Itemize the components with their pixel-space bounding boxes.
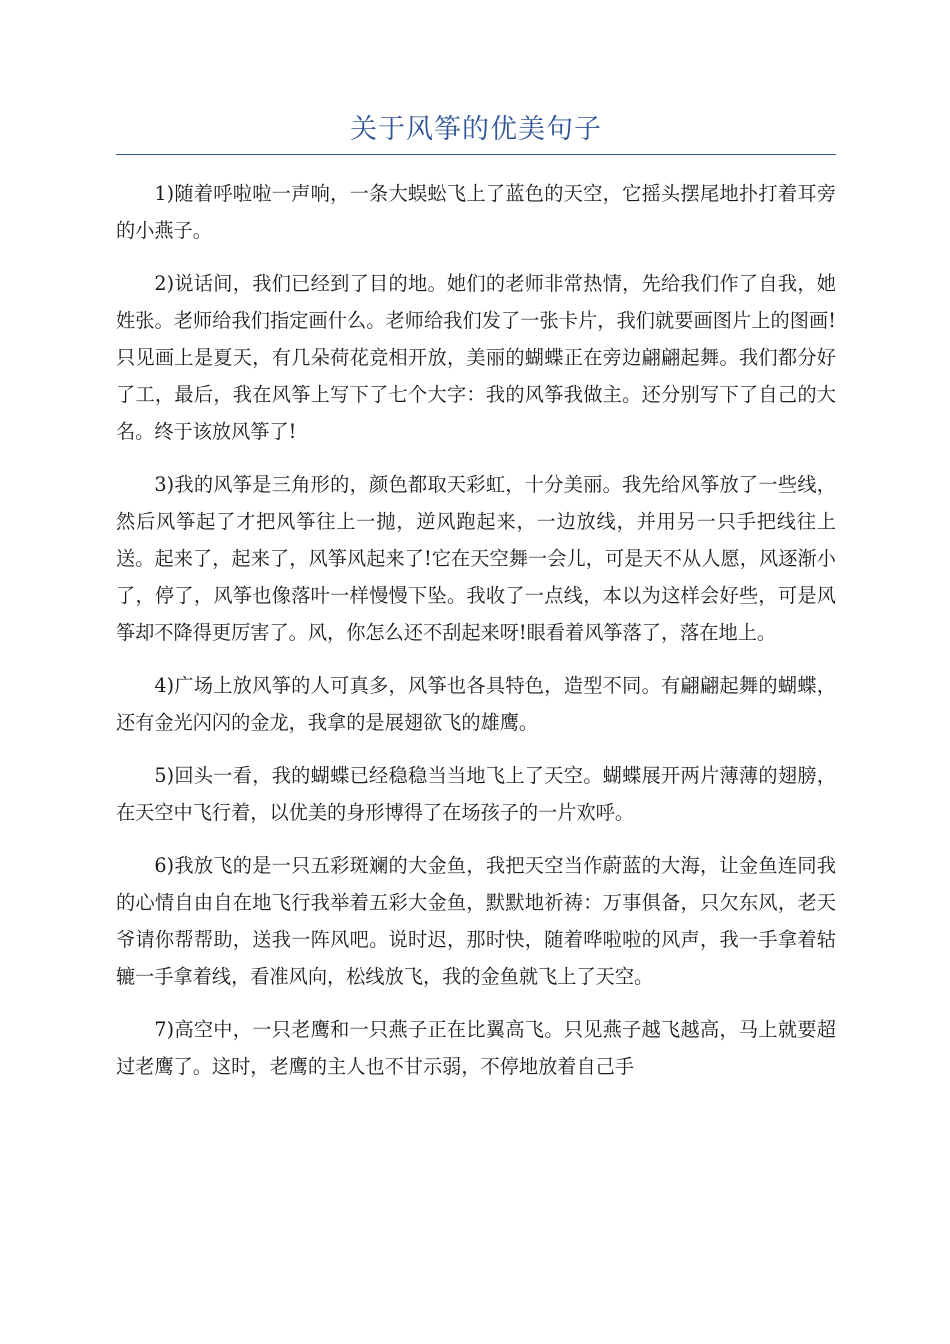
paragraph-4: 4)广场上放风筝的人可真多，风筝也各具特色，造型不同。有翩翩起舞的蝴蝶，还有金光闪闪的金龙，我拿的是展翅欲飞的雄鹰。 — [116, 674, 836, 734]
document-page — [116, 108, 836, 1101]
paragraph-7: 7)高空中，一只老鹰和一只燕子正在比翼高飞。只见燕子越飞越高，马上就要超过老鹰了。这时，老鹰的主人也不甘示弱，不停地放着自己手 — [116, 1018, 836, 1078]
paragraph-5: 5)回头一看，我的蝴蝶已经稳稳当当地飞上了天空。蝴蝶展开两片薄薄的翅膀，在天空中飞行着，以优美的身形博得了在场孩子的一片欢呼。 — [116, 764, 836, 824]
paragraph-3: 3)我的风筝是三角形的，颜色都取天彩虹，十分美丽。我先给风筝放了一些线，然后风筝起了才把风筝往上一抛，逆风跑起来，一边放线，并用另一只手把线往上送。起来了，起来了，风筝风起来了!它在天空舞一会儿，可是天不从人愿，风逐渐小了，停了，风筝也像落叶一样慢慢下坠。我收了一点线，本以为这样会好些，可是风筝却不降得更厉害了。风，你怎么还不刮起来呀!眼看着风筝落了，落在地上。 — [116, 473, 836, 644]
page-title: 关于风筝的优美句子 — [116, 108, 836, 155]
paragraph-1: 1)随着呼啦啦一声响，一条大蜈蚣飞上了蓝色的天空，它摇头摆尾地扑打着耳旁的小燕子。 — [116, 182, 836, 242]
paragraph-2: 2)说话间，我们已经到了目的地。她们的老师非常热情，先给我们作了自我，她姓张。老师给我们指定画什么。老师给我们发了一张卡片，我们就要画图片上的图画!只见画上是夏天，有几朵荷花竞相开放，美丽的蝴蝶正在旁边翩翩起舞。我们都分好了工，最后，我在风筝上写下了七个大字：我的风筝我做主。还分别写下了自己的大名。终于该放风筝了! — [116, 272, 836, 443]
paragraph-6: 6)我放飞的是一只五彩斑斓的大金鱼，我把天空当作蔚蓝的大海，让金鱼连同我的心情自由自在地飞行我举着五彩大金鱼，默默地祈祷：万事俱备，只欠东风，老天爷请你帮帮助，送我一阵风吧。说时迟，那时快，随着哗啦啦的风声，我一手拿着轱辘一手拿着线，看准风向，松线放飞，我的金鱼就飞上了天空。 — [116, 854, 836, 988]
